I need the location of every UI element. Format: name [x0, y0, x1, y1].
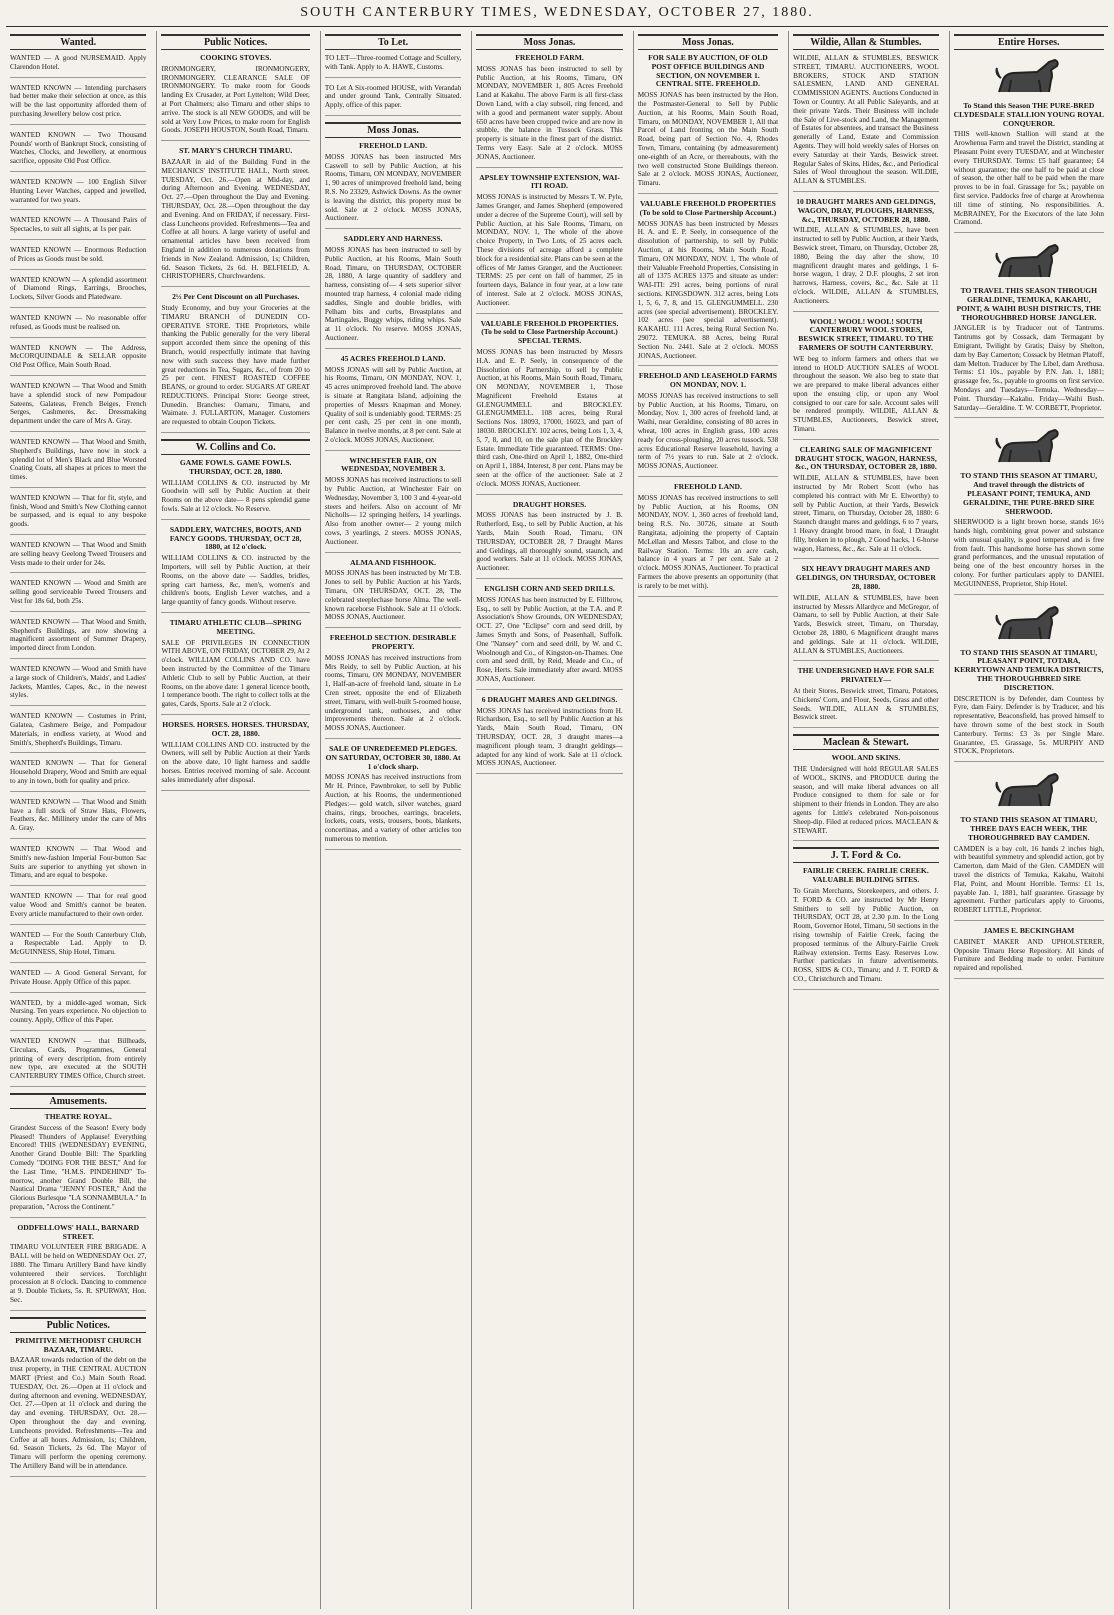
advertisement	[10, 1337, 146, 1477]
advertisement	[10, 276, 146, 308]
advertisement	[325, 235, 461, 349]
advertisement-body: Study Economy, and buy your Groceries at the TIMARU BRANCH of DUNEDIN CO-OPERATIVE STORE. THE Proprietors, while thanking the Public generally for the very liberal support accorded them since the opening of this Branch, would respectfully intimate that having now with such success they have made further great reductions in Tea, Sugars, &c., of from 20 to 25 per cent. FINEST ROASTED COFFEE BEANS, or ground to order. SUGARS AT GREAT REDUCTIONS. Principal Store: George street, Dunedin. Branches: Oamaru, Timaru, and Waimate. J. FULLARTON, Manager. Customers are requested to obtain Coupon Tickets.	[161, 303, 310, 427]
advertisement	[10, 494, 146, 535]
horse-illustration-icon	[989, 601, 1069, 645]
advertisement-body: MOSS JONAS has received instructions from H. Richardson, Esq., to sell by Public Auction at his Yards, Main South Road, Timaru, ON THURSDAY, OCT. 28, 3 draught mares—a magnificent plough team, 3 draught geldings—adapted for any kind of work. Sale at 11 o'clock. MOSS JONAS, Auctioneer.	[476, 706, 623, 768]
advertisement	[325, 457, 461, 553]
advertisement-body: MOSS JONAS has been instructed to sell by Public Auction, at his Rooms, Timaru, ON MONDAY, NOVEMBER 1, 805 Acres Freehold Land at Kakahu. The above Farm is all first-class Down Land, with a clay subsoil, ring fenced, and with a good and permanent water supply. About 650 acres have been cropped twice and are now in stubble, the balance in Tussock Grass. This property is situate in the finest part of the district. Terms very Easy. Sale at 2 o'clock. MOSS JONAS, Auctioneer.	[476, 64, 623, 161]
advertisement-body: IRONMONGERY, IRONMONGERY, IRONMONGERY. CLEARANCE SALE OF IRONMONGERY. To make room for Goods landing Ex Crusader, at Port Lyttelton; Wild Deer, at Port Chalmers; also Timaru and other ships to arrive. The stock is all NEW GOODS, and will be sold at Very Low Prices, to make room for English Goods. JOSEPH HOUSTON, South Road, Timaru.	[161, 64, 310, 135]
advertisement	[10, 798, 146, 839]
advertisement-title: FREEHOLD LAND.	[673, 482, 742, 492]
advertisement-body: WANTED — A Good General Servant, for Private House. Apply Office of this paper.	[10, 968, 147, 986]
advertisement	[10, 579, 146, 611]
advertisement	[10, 1113, 146, 1218]
advertisement	[10, 54, 146, 78]
advertisement-body: WILDIE, ALLAN & STUMBLES, BESWICK STREET, TIMARU. AUCTIONEERS, WOOL BROKERS, STOCK AND STATION SALESMEN, LAND AND GENERAL COMMISSION AGENTS. Auctions Conducted in Town or Country. At all Public Saleyards, and at their private Yards. Their Business will include the Sale of Live-stock and Land, the Management of Estates for absentees, and transact the Business generally of Land, Estate and Commission Agents. They will hold weekly sales of Horses on every Saturday at their Yards, Beswick street. Regular Sales of Skins, Hides, &c., and Periodical Sales of Wool throughout the season. WILDIE, ALLAN & STUMBLES.	[793, 54, 939, 186]
advertisement-title: SADDLERY, WATCHES, BOOTS, AND FANCY GOODS. THURSDAY, OCT 28, 1880, at 12 o'clock.	[169, 524, 302, 552]
advertisement	[476, 54, 622, 168]
advertisement-body: WANTED KNOWN — that Billheads, Circulars, Cards, Programmes, General printing of every description, from entirely new type, are executed at the SOUTH CANTERBURY TIMES Office, Church street.	[10, 1036, 147, 1081]
advertisement	[10, 999, 146, 1031]
advertisement-title: PRIMITIVE METHODIST CHURCH BAZAAR, TIMARU.	[15, 1335, 142, 1354]
advertisement-title: DRAUGHT HORSES.	[512, 499, 587, 509]
advertisement	[10, 618, 146, 659]
advertisement-title: ST. MARY'S CHURCH TIMARU.	[179, 146, 293, 156]
advertisement-title: WOOL! WOOL! WOOL! SOUTH CANTERBURY WOOL STORES, BESWICK STREET, TIMARU. TO THE FARMERS OF SOUTH CANTERBURY.	[798, 316, 934, 352]
section-heading: Moss Jonas.	[325, 122, 461, 138]
advertisement	[954, 601, 1104, 763]
advertisement-body: SALE OF PRIVILEGES IN CONNECTION WITH ABOVE, ON FRIDAY, OCTOBER 29, At 2 o'clock. WILLIAM COLLINS AND CO. have been instructed by the Committee of the Timaru Athletic Club to sell by Public Auction, at their Rooms, on the above date: 1 general licence booth, 1 temperance booth. The right to collect tolls at the gates, Cards, Sports. Sale at 2 o'clock.	[161, 638, 310, 709]
advertisement	[476, 696, 622, 774]
section-heading: Moss Jonas.	[476, 34, 622, 50]
advertisement	[793, 667, 938, 728]
advertisement-body: WANTED KNOWN — That Wood and Smith are selling heavy Geelong Tweed Trousers and Vests made to their order for 24s.	[10, 541, 147, 567]
advertisement	[638, 200, 778, 366]
masthead: SOUTH CANTERBURY TIMES, WEDNESDAY, OCTOBER 27, 1880.	[6, 0, 1108, 27]
column-5	[633, 31, 782, 1609]
advertisement-body: WANTED KNOWN — No reasonable offer refused, as Goods must be realised on.	[10, 313, 147, 331]
horse-illustration-icon	[989, 768, 1069, 812]
advertisement-body: WE beg to inform farmers and others that we intend to HOLD AUCTION SALES of WOOL throughout the season. We also beg to state that we are prepared to make liberal advances either upon the ensuing clip, or upon any Wool consigned to our care for sale. Account sales will be rendered promptly. WILDIE, ALLAN & STUMBLES, Auctioneers, Beswick street, Timaru.	[793, 354, 939, 434]
column-7	[949, 31, 1108, 1609]
advertisement-body: WANTED KNOWN — A splendid assortment of Diamond Rings, Earrings, Brooches, Lockets, Silver Goods and Platedware.	[10, 275, 147, 302]
advertisement	[793, 565, 938, 661]
advertisement-body: WILLIAM COLLINS & CO. instructed by Mr Goodwin will sell by Public Auction at their Rooms on the above date— 8 pens splendid game fowls. Sale at 12 o'clock. No Reserve.	[161, 478, 310, 514]
advertisement-title: APSLEY TOWNSHIP EXTENSION, WAI-ITI ROAD.	[479, 172, 620, 191]
advertisement	[10, 931, 146, 963]
advertisement-body: MOSS JONAS has received instructions from Mr H. Prince, Pawnbroker, to sell by Public Auction, at his Rooms, the undermentioned Pledges:— gold watch, silver watches, guard chains, rings, brooches, earrings, bracelets, lockets, coats, vests, trousers, boots, blankets, concertinas, and a variety of other articles too numerous to mention.	[324, 773, 462, 843]
advertisement-body: JANGLER is by Traducer out of Tantrums. Tantrums got by Cossack, dam Termagant by Emigrant, Twilight by Gratis; Daisy by Shelton, dam by Bay Camerton; Cossack by Hetman Platoff, dam Melton. Traducer by The Libel, dam Arethusa. Terms: £1 10s., payable by P.N. Jan. 1, 1881; grassage fee, 5s., payable to grooms on first service. Mondays and Tuesdays—Temuka. Wednesday—Point. Thursday—Kakahu. Friday—Waihi Bush. Saturday—Geraldine. T. W. CORBETT, Proprietor.	[953, 324, 1104, 412]
advertisement-title: JAMES E. BECKINGHAM	[983, 926, 1075, 935]
advertisement-title: THE UNDERSIGNED HAVE FOR SALE PRIVATELY—	[797, 666, 935, 685]
advertisement-title: VALUABLE FREEHOLD PROPERTIES (To be sold to Close Partnership Account.)	[639, 198, 777, 217]
advertisement-title: To Stand this Season THE PURE-BRED CLYDESDALE STALLION YOUNG ROYAL CONQUEROR.	[953, 101, 1104, 128]
advertisement-title: HORSES. HORSES. HORSES. THURSDAY, OCT. 28, 1880.	[162, 720, 310, 738]
section-heading: Public Notices.	[10, 1317, 146, 1333]
column-3	[320, 31, 465, 1609]
advertisement	[476, 174, 622, 314]
advertisement	[325, 142, 461, 229]
advertisement	[10, 892, 146, 924]
advertisement-body: WANTED KNOWN — Costumes in Print, Galatea, Cashmere Beige, and Pompadour Materials, in endless variety, at Wood and Smith's, Shepherd's Buildings, Timaru.	[10, 712, 147, 747]
advertisement-title: WINCHESTER FAIR, ON WEDNESDAY, NOVEMBER 3.	[341, 455, 446, 474]
advertisement	[954, 54, 1104, 233]
advertisement	[161, 459, 309, 520]
section-heading: Moss Jonas.	[638, 34, 778, 50]
advertisement-body: MOSS JONAS has been instructed by Mr T.B. Jones to sell by Public Auction at his Yards, Timaru, ON THURSDAY, OCT. 28, The celebrated steeplechase horse Alma. The well-known racehorse Fishhook. Sale at 11 o'clock. MOSS JONAS, Auctioneer.	[324, 569, 462, 622]
advertisement-title: FREEHOLD FARM.	[515, 53, 584, 62]
advertisement-body: THIS well-known Stallion will stand at the Arowhenua Farm and travel the District, standing at Pleasant Point every TUESDAY, and at Winchester every THURSDAY. Terms: £5 half guarantee; £4 without guarantee; the one half to be paid at close of season, the other half to be paid when the mare proves to be in foal. Grassage for 5s.; payable on first service. Paddocks free of charge at Arowhenua till time of stinting. No responsibilities. A. McBRAINEY, For the Executors of the late John Cramond.	[953, 130, 1104, 227]
advertisement-body: WANTED KNOWN — That Wood and Smith's new-fashion Imperial Four-button Sac Suits are superior to anything yet shown in Timaru, and are equal to bespoke.	[10, 845, 147, 880]
advertisement	[10, 178, 146, 210]
advertisement-body: WANTED KNOWN — Intending purchasers had better make their selection at once, as this will be the last opportunity afforded them of purchasing Jewellery below cost price.	[10, 83, 147, 118]
advertisement-body: MOSS JONAS has been instructed Mrs Caswell to sell by Public Auction, at his Rooms, Timaru, ON MONDAY, NOVEMBER 1, 90 acres of unimproved freehold land, being R.S. No 23329, Ashwick Downs. As the owner is leaving the district, this property must be sold. Sale at 2 o'clock. MOSS JONAS, Auctioneer.	[324, 152, 462, 223]
advertisement	[954, 768, 1104, 921]
advertisement	[161, 619, 309, 715]
advertisement-body: CAMDEN is a bay colt, 16 hands 2 inches high, with beautiful symmetry and splendid action, got by Camerton, dam Maid of the Glen. CAMDEN will travel the districts of Temuka, Kakahu, Waitohi Flat, Point, and Mount Horrible. Terms: £1 1s, payable Jan. 1, 1881, half guarantee. Grassage by agreement. Further particulars apply to Grooms, ROBERT LITTLE, Proprietor.	[953, 844, 1104, 915]
advertisement	[325, 634, 461, 739]
advertisement-body: MOSS JONAS has been instructed by Messrs H.A. and E. P. Seely, in consequence of the Dissolution of Partnership, to sell by Public Auction, at his Rooms, Main South Road, Timaru, ON MONDAY, NOVEMBER 1, Those Magnificent Freehold Estates at GLENGUMMELL and BROCKLEY. GLENGUMMELL. 108 acres, being Rural Sections Nos. 18093, 17000, 16023, and part of 18030. BROCKLEY. 102 acres, being Lots 1, 3, 4, 5, 7, 8, and 10, on the sale plan of the Brockley Estate. Immediate Title guaranteed. TERMS: One-third cash, One-third on April 1, 1882, One-third on April 1, 1884, Interest, 8 per cent. Plans may be seen at the office of the auctioneer. Sale at 2 o'clock. MOSS JONAS, Auctioneer.	[476, 347, 623, 488]
advertisement-title: VALUABLE FREEHOLD PROPERTIES. (To be sold to Close Partnership Account.) SPECIAL TERMS.	[480, 318, 619, 346]
advertisement-body: Grandest Success of the Season! Every body Pleased! Thunders of Applause! Everything Encored! THIS (WEDNESDAY) EVENING, Another Grand Double Bill: The Sparkling Comedy "DOING FOR THE BEST," And for the Last Time, "H.M.S. PINDEHIND" To-morrow, another Grand Double Bill, the Nautical Drama "JENNY FOSTER," And the Glorious Burlesque "LA SONNAMBULA." In preparation, "Across the Continent."	[10, 1123, 147, 1211]
advertisement	[10, 246, 146, 270]
advertisement-title: SADDLERY AND HARNESS.	[343, 234, 443, 244]
advertisement-body: WANTED KNOWN — A Thousand Pairs of Spectacles, to suit all sights, at 1s per pair.	[10, 216, 147, 234]
column-2	[156, 31, 313, 1609]
advertisement-body: WANTED KNOWN — Wood and Smith have a large stock of Children's, Maids', and Ladies' Jackets, Mantles, Capes, &c., in the newest styles.	[10, 665, 147, 700]
advertisement-body: WANTED — A good NURSEMAID. Apply Clarendon Hotel.	[10, 54, 147, 71]
horse-illustration-icon	[989, 424, 1069, 468]
advertisement-body: MOSS JONAS has received instructions to sell by Public Auction, at his Rooms, ON MONDAY, NOV. 1, 360 acres of freehold land, being R.S. No. 30726, situate at South Rangitata, adjoining the property of Captain McLellan and Messrs Talbot, and close to the Railway Station. Terms: 10s an acre cash, balance in 4 years at 7 per cent. Sale at 2 o'clock. MOSS JONAS, Auctioneer. To practical Farmers the above presents an opportunity (that is rarely to be met with).	[637, 493, 779, 590]
advertisement-body: MOSS JONAS has been instructed by J. B. Rutherford, Esq., to sell by Public Auction, at his Yards, Main South Road, Timaru, ON THURSDAY, OCTOBER 28, 7 Draught Mares and Geldings, all thoroughly sound, staunch, and good workers. Sale at 11 o'clock. MOSS JONAS, Auctioneer.	[476, 511, 623, 573]
advertisement-body: MOSS JONAS is instructed by Messrs T. W. Pyle, James Granger, and James Shepherd (empowered under a decree of the Supreme Court), will sell by Public Auction, at his Sale Rooms, Timaru, on MONDAY, NOV. 1, The whole of the above choice Property, in Two Lots, of 25 acres each. These divisions of acreage afford a complete block for a residential site. Plans can be seen at the offices of Mr James Granger, and the Auctioneer. TERMS: 25 per cent on fall of hammer, 25 in fourteen days, Balance in four year, at a low rate of interest. Sale at 2 o'clock. MOSS JONAS, Auctioneer.	[476, 193, 623, 307]
advertisement	[476, 501, 622, 579]
advertisement-title: GAME FOWLS. GAME FOWLS. THURSDAY, OCT. 28, 1880.	[179, 458, 292, 476]
advertisement-body: WANTED KNOWN — That for General Household Drapery, Wood and Smith are equal to any in town, both for quality and price.	[10, 759, 147, 786]
advertisement-body: WANTED KNOWN — That Wood and Smith, Shepherd's Buildings, are now showing a magnificent assortment of Summer Drapery, imported direct from London.	[10, 617, 147, 653]
advertisement-body: WANTED KNOWN — That Wood and Smith, Shepherd's Buildings, have now in stock a splendid lot of Men's Black and Blue Worsted Coating Coats, all shapes at prices to meet the times.	[10, 437, 147, 482]
advertisement-body: WANTED — For the South Canterbury Club, a Respectable Lad. Apply to D. McGUINNESS, Ship Hotel, Timaru.	[10, 930, 147, 957]
advertisement-body: WANTED KNOWN — Wood and Smith are selling good serviceable Tweed Trousers and Vest for 18s 6d, both 25s.	[10, 579, 147, 606]
advertisement	[10, 759, 146, 791]
advertisement-title: TO TRAVEL THIS SEASON THROUGH GERALDINE, TEMUKA, KAKAHU, POINT, & WAIHI BUSH DISTRICTS, THE THOROUGHBRED HORSE JANGLER.	[956, 286, 1102, 322]
advertisement-title: FREEHOLD AND LEASEHOLD FARMS ON MONDAY, NOV. 1.	[638, 371, 777, 390]
advertisement-body: BAZAAR towards reduction of the debt on the trust property, in THE CENTRAL AUCTION MART (Priest and Co.) Main South Road. TUESDAY, Oct. 26.—Open at 11 o'clock and during afternoon and evening. WEDNESDAY, Oct. 27.—Open at 11 o'clock and during the day and evening. THURSDAY, Oct. 28.—Open throughout the day and evening. Luncheons provided. Refreshments—Tea and Coffee at all hours. Admission, 1s; Children, 6d. Season Tickets, 2s 6d. The Mayor of Timaru will perform the opening ceremony. The Artillery Band will be in attendance.	[10, 1356, 147, 1471]
section-heading: Maclean & Stewart.	[793, 734, 938, 750]
advertisement-body: MOSS JONAS has been instructed by the Hon. the Postmaster-General to Sell by Public Auction, at his Rooms, Main South Road, Timaru, on MONDAY, NOVEMBER 1, All that Parcel of Land fronting on the Main South Road, being part of Section No. 4, Rhodes Town, Timaru, containing (by admeasurement) one-eighth of an Acre, or thereabouts, with the two well constructed Stone Buildings thereon. Sale at 2 o'clock. MOSS JONAS, Auctioneer, Timaru.	[637, 91, 779, 188]
advertisement-title: 45 ACRES FREEHOLD LAND.	[340, 353, 446, 363]
advertisement	[10, 382, 146, 432]
advertisement-body: DISCRETION is by Defender, dam Countess by Fyre, dam Fairy. Defender is by Traducer, and his representative, Beaconsfield, has proved himself to have thrown some of the best stock in South Canterbury. Terms: £3 3s per Single Mare. Guarantee, £5. Grassage, 5s. MURPHY AND STOCK, Proprietors.	[953, 694, 1104, 756]
advertisement-body: WILLIAM COLLINS AND CO. instructed by the Owners, will sell by Public Auction at their Yards on the above date, 10 light harness and saddle horses. Entries received morning of sale. Account sales immediately after disposal.	[161, 740, 310, 784]
advertisement-body: WANTED KNOWN — The Address, McCORQUINDALE & SELLAR opposite Old Post Office, Main South Road.	[10, 343, 147, 370]
advertisement-body: WILDIE, ALLAN & STUMBLES, have been instructed by Mr Robert Scott (who has completed his contract with Mr E. Elworthy) to sell by Public Auction, at their Yards, Beswick street, Timaru, on Thursday, October 28, 1880: 6 Staunch draught mares and geldings, 6 to 7 years, 1 Heavy draught brood mare, in foal, 1 Draught filly, broken in to plough, 2 Good hacks, 1 6-horse wagon, Harness, &c., &c. Sale at 11 o'clock.	[793, 474, 939, 553]
advertisement	[638, 483, 778, 597]
advertisement	[10, 131, 146, 172]
advertisement-body: MOSS JONAS has been instructed by E. Fillbrow, Esq., to sell by Public Auction, at the T.A. and P. Association's Show Grounds, ON WEDNESDAY, OCT. 27, One "Eclipse" corn and seed drill, by James Smyth and Sons, of Peasenhall, Suffolk. One "Nansey" corn and seed drill, by W. and C. Woolnough and Co., of Kingston-on-Thames. One corn and seed drill, by Reid, Meade and Co., of Rose, Herts. Sale immediately after award. MOSS JONAS, Auctioneer.	[476, 595, 623, 683]
advertisement	[325, 355, 461, 451]
section-heading: To Let.	[325, 34, 461, 50]
advertisement	[10, 344, 146, 376]
section-heading: Wanted.	[10, 34, 146, 50]
advertisement-title: 2½ Per Cent Discount on all Purchases.	[172, 292, 300, 302]
advertisement	[954, 424, 1104, 594]
advertisement-title: 10 DRAUGHT MARES AND GELDINGS, WAGON, DRAY, PLOUGHS, HARNESS, &c., THURSDAY, OCTOBER 28, 1880.	[796, 196, 936, 224]
advertisement-body: MOSS JONAS has been instructed to sell by Public Auction, at his Rooms, Main South Road, Timaru, on THURSDAY, OCTOBER 28, 1880, A large quantity of saddlery and harness, consisting of— 4 sets superior silver mounted trap harness, 4 colonial made riding saddles, Single and double bridles, with Pelham bits and curbs, Breastplates and Martingales, Buggy whips, riding whips. Sale at 11 o'clock. No reserve. MOSS JONAS, Auctioneer.	[324, 245, 462, 342]
advertisement-title: ALMA AND FISHHOOK.	[350, 557, 437, 567]
advertisement	[10, 541, 146, 573]
advertisement-body: MOSS JONAS has received instructions to sell by Public Auction, at his Rooms, Timaru, on Monday, Nov. 1, 300 acres of freehold land, at Waihi, near Geraldine, consisting of 80 acres in wheat, 100 acres in English grass, 100 acres ready for cross-ploughing, 20 acres tussock. 538 acres Educational Reserve leasehold, having a term of 7½ years to run. Sale at 2 o'clock. MOSS JONAS, Auctioneer.	[637, 391, 779, 471]
horse-illustration-icon	[989, 239, 1069, 283]
advertisement-body: At their Stores, Beswick street, Timaru, Potatoes, Chickens' Corn, and Flour, Seeds, Grass and other Seeds. WILDIE, ALLAN & STUMBLES, Beswick street.	[793, 687, 939, 722]
advertisement	[793, 446, 938, 560]
column-1	[6, 31, 150, 1609]
advertisement	[476, 585, 622, 690]
advertisement	[638, 372, 778, 477]
column-6	[788, 31, 942, 1609]
advertisement-body: MOSS JONAS has been instructed by Messrs H. A. and E. P. Seely, in consequence of the dissolution of partnership, to sell by Public Auction, at his Rooms, Main South Road, Timaru, ON MONDAY, NOV. 1, The whole of their Valuable Freehold Properties, Consisting in all of 1375 ACRES 1375 and situate as under: WAI-ITI: 291 acres, being portions of rural sections. KINGSDOWN. 312 acres, being Lots 1, 5, 6, 7, 8, and 15. GLENGUMMELL. 230 acres (see special advertisement). BROCKLEY. 102 acres (see special advertisement). KAKAHU. 111 Acres, being Rural Section No. 29072. TEMUKA. 88 Acres, being Rural Section No. 2441. Sale at 2 o'clock. MOSS JONAS, Auctioneer.	[637, 219, 779, 360]
advertisement-title: FAIRLIE CREEK. FAIRLIE CREEK. VALUABLE BUILDING SITES.	[803, 866, 929, 885]
advertisement	[10, 216, 146, 240]
advertisement	[10, 1224, 146, 1311]
advertisement-body: BAZAAR in aid of the Building Fund in the MECHANICS' INSTITUTE HALL, North street. TUESDAY, Oct. 26.—Open at Mid-day, and during Afternoon and Evening. WEDNESDAY, Oct. 27.—Open throughout the Day and Evening. THURSDAY, Oct. 28.—Open throughout the day and Evening. And on FRIDAY, if necessary. First-class Luncheons provided. Refreshments—Tea and Coffee at all hours. A large variety of useful and ornamental articles have been received from England in addition to numerous donations from friends in New Zealand. Admission, 1s; Children, 6d. Season Tickets, 2s 6d. H. BELFIELD, A. CHRISTOPHERS, Churchwardens.	[161, 157, 310, 281]
advertisement	[325, 84, 461, 116]
advertisement	[793, 754, 938, 841]
advertisement	[10, 84, 146, 125]
section-heading: Wildie, Allan & Stumbles.	[793, 34, 938, 50]
advertisement-title: 6 DRAUGHT MARES AND GELDINGS.	[481, 694, 618, 704]
advertisement-title: FREEHOLD SECTION. DESIRABLE PROPERTY.	[329, 633, 457, 652]
advertisement	[793, 198, 938, 312]
advertisement-body: WANTED, by a middle-aged woman, Sick Nursing. Ten years experience. No objection to country. Apply, Office of this Paper.	[10, 998, 147, 1025]
advertisement	[954, 927, 1104, 979]
advertisement-body: WANTED KNOWN — That Wood and Smith have a full stock of Straw Hats, Flowers, Feathers, &c. Millinery under the care of Mrs A. Gray.	[10, 797, 147, 833]
advertisement-body: CABINET MAKER AND UPHOLSTERER, Opposite Timaru Horse Repository. All kinds of Furniture and Bedding made to order. Furniture repaired and repolished.	[953, 937, 1104, 973]
advertisement	[10, 712, 146, 753]
advertisement	[10, 438, 146, 488]
advertisement-body: To Grain Merchants, Storekeepers, and others. J. T. FORD & CO. are instructed by Mr Henry Smithers to sell by Public Auction, on THURSDAY, OCT 28, at 2.30 p.m. In the Long Room, Governor Hotel, Timaru, 50 sections in the rising township of Fairlie Creek, facing the proposed terminus of the Albury-Fairlie Creek Railway extension. Terms Easy. Reserves Low. Further particulars in future advertisements. ROSS, SIDS & CO., Timaru; and J. T. FORD & CO., Christchurch and Timaru.	[793, 886, 939, 983]
advertisement	[10, 845, 146, 886]
section-heading: J. T. Ford & Co.	[793, 847, 938, 863]
section-heading: Public Notices.	[161, 34, 309, 50]
section-heading: Entire Horses.	[954, 34, 1104, 50]
advertisement-body: WILDIE, ALLAN & STUMBLES, have been instructed to sell by Public Auction, at their Yards, Beswick street, Timaru, on Thursday, October 28, 1880, Being the day after the show, 10 magnificent draught mares and geldings, 1 6-horse wagon, 1 dray, 2 D.F. ploughs, 2 set iron harrows, Harness, covers, &c., &c. Sale at 11 o'clock. WILDIE, ALLAN & STUMBLES, Auctioneers.	[793, 226, 939, 305]
advertisement	[325, 54, 461, 78]
advertisement-title: TO STAND THIS SEASON AT TIMARU, PLEASANT POINT, TOTARA, KERRYTOWN AND TEMUKA DISTRICTS, THE THOROUGHBRED SIRE DISCRETION.	[954, 647, 1104, 692]
advertisement	[793, 318, 938, 440]
advertisement-body: MOSS JONAS will sell by Public Auction, at his Rooms, Timaru, ON MONDAY, NOV. 1, 45 acres unimproved freehold land. The above is situate at Rangitata Island, adjoining the properties of Messrs Knapman and Money. Quality of soil is undeniably good. TERMS: 25 per cent cash, 25 per cent in one month, Balance in twelve months, at 8 per cent. Sale at 2 o'clock. MOSS JONAS, Auctioneer.	[324, 365, 462, 444]
advertisement-title: THEATRE ROYAL.	[44, 1111, 112, 1121]
advertisement	[161, 147, 309, 287]
advertisement-title: SALE OF UNREDEEMED PLEDGES. ON SATURDAY, OCTOBER 30, 1880. At 1 o'clock sharp.	[325, 744, 461, 771]
advertisement-body: WANTED KNOWN — That Wood and Smith have a splendid stock of new Pompadour Sateens, Galateas, French Beiges, French Serges, Cashmeres, &c. Dressmaking department under the care of Mrs A. Gray.	[10, 381, 147, 426]
advertisement	[793, 867, 938, 989]
advertisement	[161, 526, 309, 613]
advertisement-body: WANTED KNOWN — That for fit, style, and finish, Wood and Smith's New Clothing cannot be surpassed, and is equal to any bespoke goods.	[10, 493, 147, 529]
advertisement-title: FREEHOLD LAND.	[359, 140, 428, 150]
advertisement-title: COOKING STOVES.	[200, 53, 272, 62]
advertisement-title: FOR SALE BY AUCTION, OF OLD POST OFFICE BUILDINGS AND SECTION, ON NOVEMBER 1. CENTRAL SITE. FREEHOLD.	[648, 53, 768, 89]
advertisement-body: WILLIAM COLLINS & CO. instructed by the Importers, will sell by Public Auction, at their Rooms, on the above date — Saddles, bridles, spring cart harness, &c, men's, women's and children's boots, English Lever watches, and a large quantity of fancy goods. Without reserve.	[161, 554, 310, 607]
advertisement	[325, 559, 461, 629]
advertisement-body: TO Let A Six-roomed HOUSE, with Verandah and under ground Tank, Centrally Situated. Apply, office of this paper.	[324, 83, 462, 110]
column-4	[471, 31, 626, 1609]
advertisement-title: CLEARING SALE OF MAGNIFICENT DRAUGHT STOCK, WAGON, HARNESS, &c., ON THURSDAY, OCTOBER 28, 1880.	[794, 444, 937, 472]
advertisement-body: WANTED KNOWN — Two Thousand Pounds' worth of Bankrupt Stock, consisting of Watches, Clocks, and Jewellery, at enormous sacrifice, opposite Old Post Office.	[10, 130, 147, 166]
section-heading: Amusements.	[10, 1093, 146, 1109]
advertisement-title: WOOL AND SKINS.	[831, 753, 901, 763]
advertisement	[638, 54, 778, 194]
advertisement-body: TO LET—Three-roomed Cottage and Scullery, with Tank. Apply to A. HAWE, Customs.	[324, 54, 462, 71]
advertisement-title: ODDFELLOWS' HALL, BARNARD STREET.	[17, 1222, 140, 1241]
advertisement-body: MOSS JONAS has received instructions to sell by Public Auction, at Winchester Fair on Wednesday, November 3, 100 3 and 4-year-old steers and heifers. Also on account of Mr Nicholls— 12 springing heifers, 14 yearlings. Also from another owner— 2 young milch cows, 3 yearlings, 2 steers. MOSS JONAS, Auctioneer.	[324, 476, 462, 546]
advertisement-title: SIX HEAVY DRAUGHT MARES AND GELDINGS, ON THURSDAY, OCTOBER 28, 1880.	[795, 564, 936, 592]
horse-illustration-icon	[989, 54, 1069, 98]
advertisement-title: TO STAND THIS SEASON AT TIMARU, THREE DAYS EACH WEEK, THE THOROUGHBRED BAY CAMDEN.	[960, 815, 1098, 842]
advertisement	[161, 293, 309, 433]
advertisement-body: WANTED KNOWN — That for real good value Wood and Smith's cannot be beaten. Every article manufactured to their own order.	[10, 892, 147, 918]
advertisement	[161, 721, 309, 791]
advertisement-body: TIMARU VOLUNTEER FIRE BRIGADE. A BALL will be held on WEDNESDAY Oct. 27, 1880. The Timaru Artillery Band have kindly volunteered their services. Torchlight procession at 8 o'clock. Dancing to commence at 9. Double Tickets, 5s. R. SPURWAY, Hon. Sec.	[10, 1243, 147, 1305]
advertisement-body: WILDIE, ALLAN & STUMBLES, have been instructed by Messrs Allardyce and McGregor, of Oamaru, to sell by Public Auction, at their Sale Yards, Beswick street, Timaru, on Thursday, October 28, 1880, 6 Magnificent draught mares and geldings. Sale at 11 o'clock. WILDIE, ALLAN & STUMBLES, Auctioneers.	[793, 593, 939, 655]
newspaper-columns	[6, 31, 1108, 1609]
advertisement	[476, 320, 622, 495]
advertisement-body: MOSS JONAS has received instructions from Mrs Reidy, to sell by Public Auction, at his rooms, Timaru, ON MONDAY, NOVEMBER 1, Half-an-acre of freehold land, situate in Le Cren street, opposite the end of Elizabeth street, Timaru, with well-built 5-roomed house, underground tank, outhouses, and other improvements thereon. Sale at 2 o'clock. MOSS JONAS, Auctioneer.	[324, 653, 462, 733]
advertisement-title: TO STAND THIS SEASON AT TIMARU, And travel through the districts of PLEASANT POINT, TEMUKA, AND GERALDINE, THE PURE-BRED SIRE SHERWOOD.	[960, 471, 1098, 516]
advertisement	[10, 969, 146, 993]
advertisement	[10, 665, 146, 706]
advertisement	[10, 1037, 146, 1087]
advertisement-title: ENGLISH CORN AND SEED DRILLS.	[484, 584, 615, 594]
advertisement-title: TIMARU ATHLETIC CLUB—SPRING MEETING.	[169, 618, 302, 636]
advertisement	[161, 54, 309, 141]
advertisement	[10, 314, 146, 338]
advertisement-body: WANTED KNOWN — 100 English Silver Hunting Lever Watches, capped and jewelled, warranted for two years.	[10, 177, 147, 204]
section-heading: W. Collins and Co.	[161, 439, 309, 455]
advertisement-body: THE Undersigned will hold REGULAR SALES of WOOL, SKINS, and PRODUCE during the season, and will make liberal advances on all Produce consigned to them for sale or for shipment to their friends in London. They are also agents for Little's celebrated Non-poisonous Sheep-dip. Filed at reduced prices. MACLEAN & STEWART.	[793, 764, 939, 835]
advertisement	[954, 239, 1104, 418]
advertisement-body: SHERWOOD is a light brown horse, stands 16½ hands high, combining great power and substance with unusual quality, is good tempered and is free from fault. This handsome horse has shown some grand performances, and the unusual reputation of being one of the best encountry horses in the colony. For further particulars apply to DANIEL McGUINNESS, Proprietor, Ship Hotel.	[953, 518, 1104, 588]
advertisement-body: WANTED KNOWN — Enormous Reduction of Prices as Goods must be sold.	[10, 245, 147, 263]
advertisement	[325, 745, 461, 850]
advertisement	[793, 54, 938, 192]
